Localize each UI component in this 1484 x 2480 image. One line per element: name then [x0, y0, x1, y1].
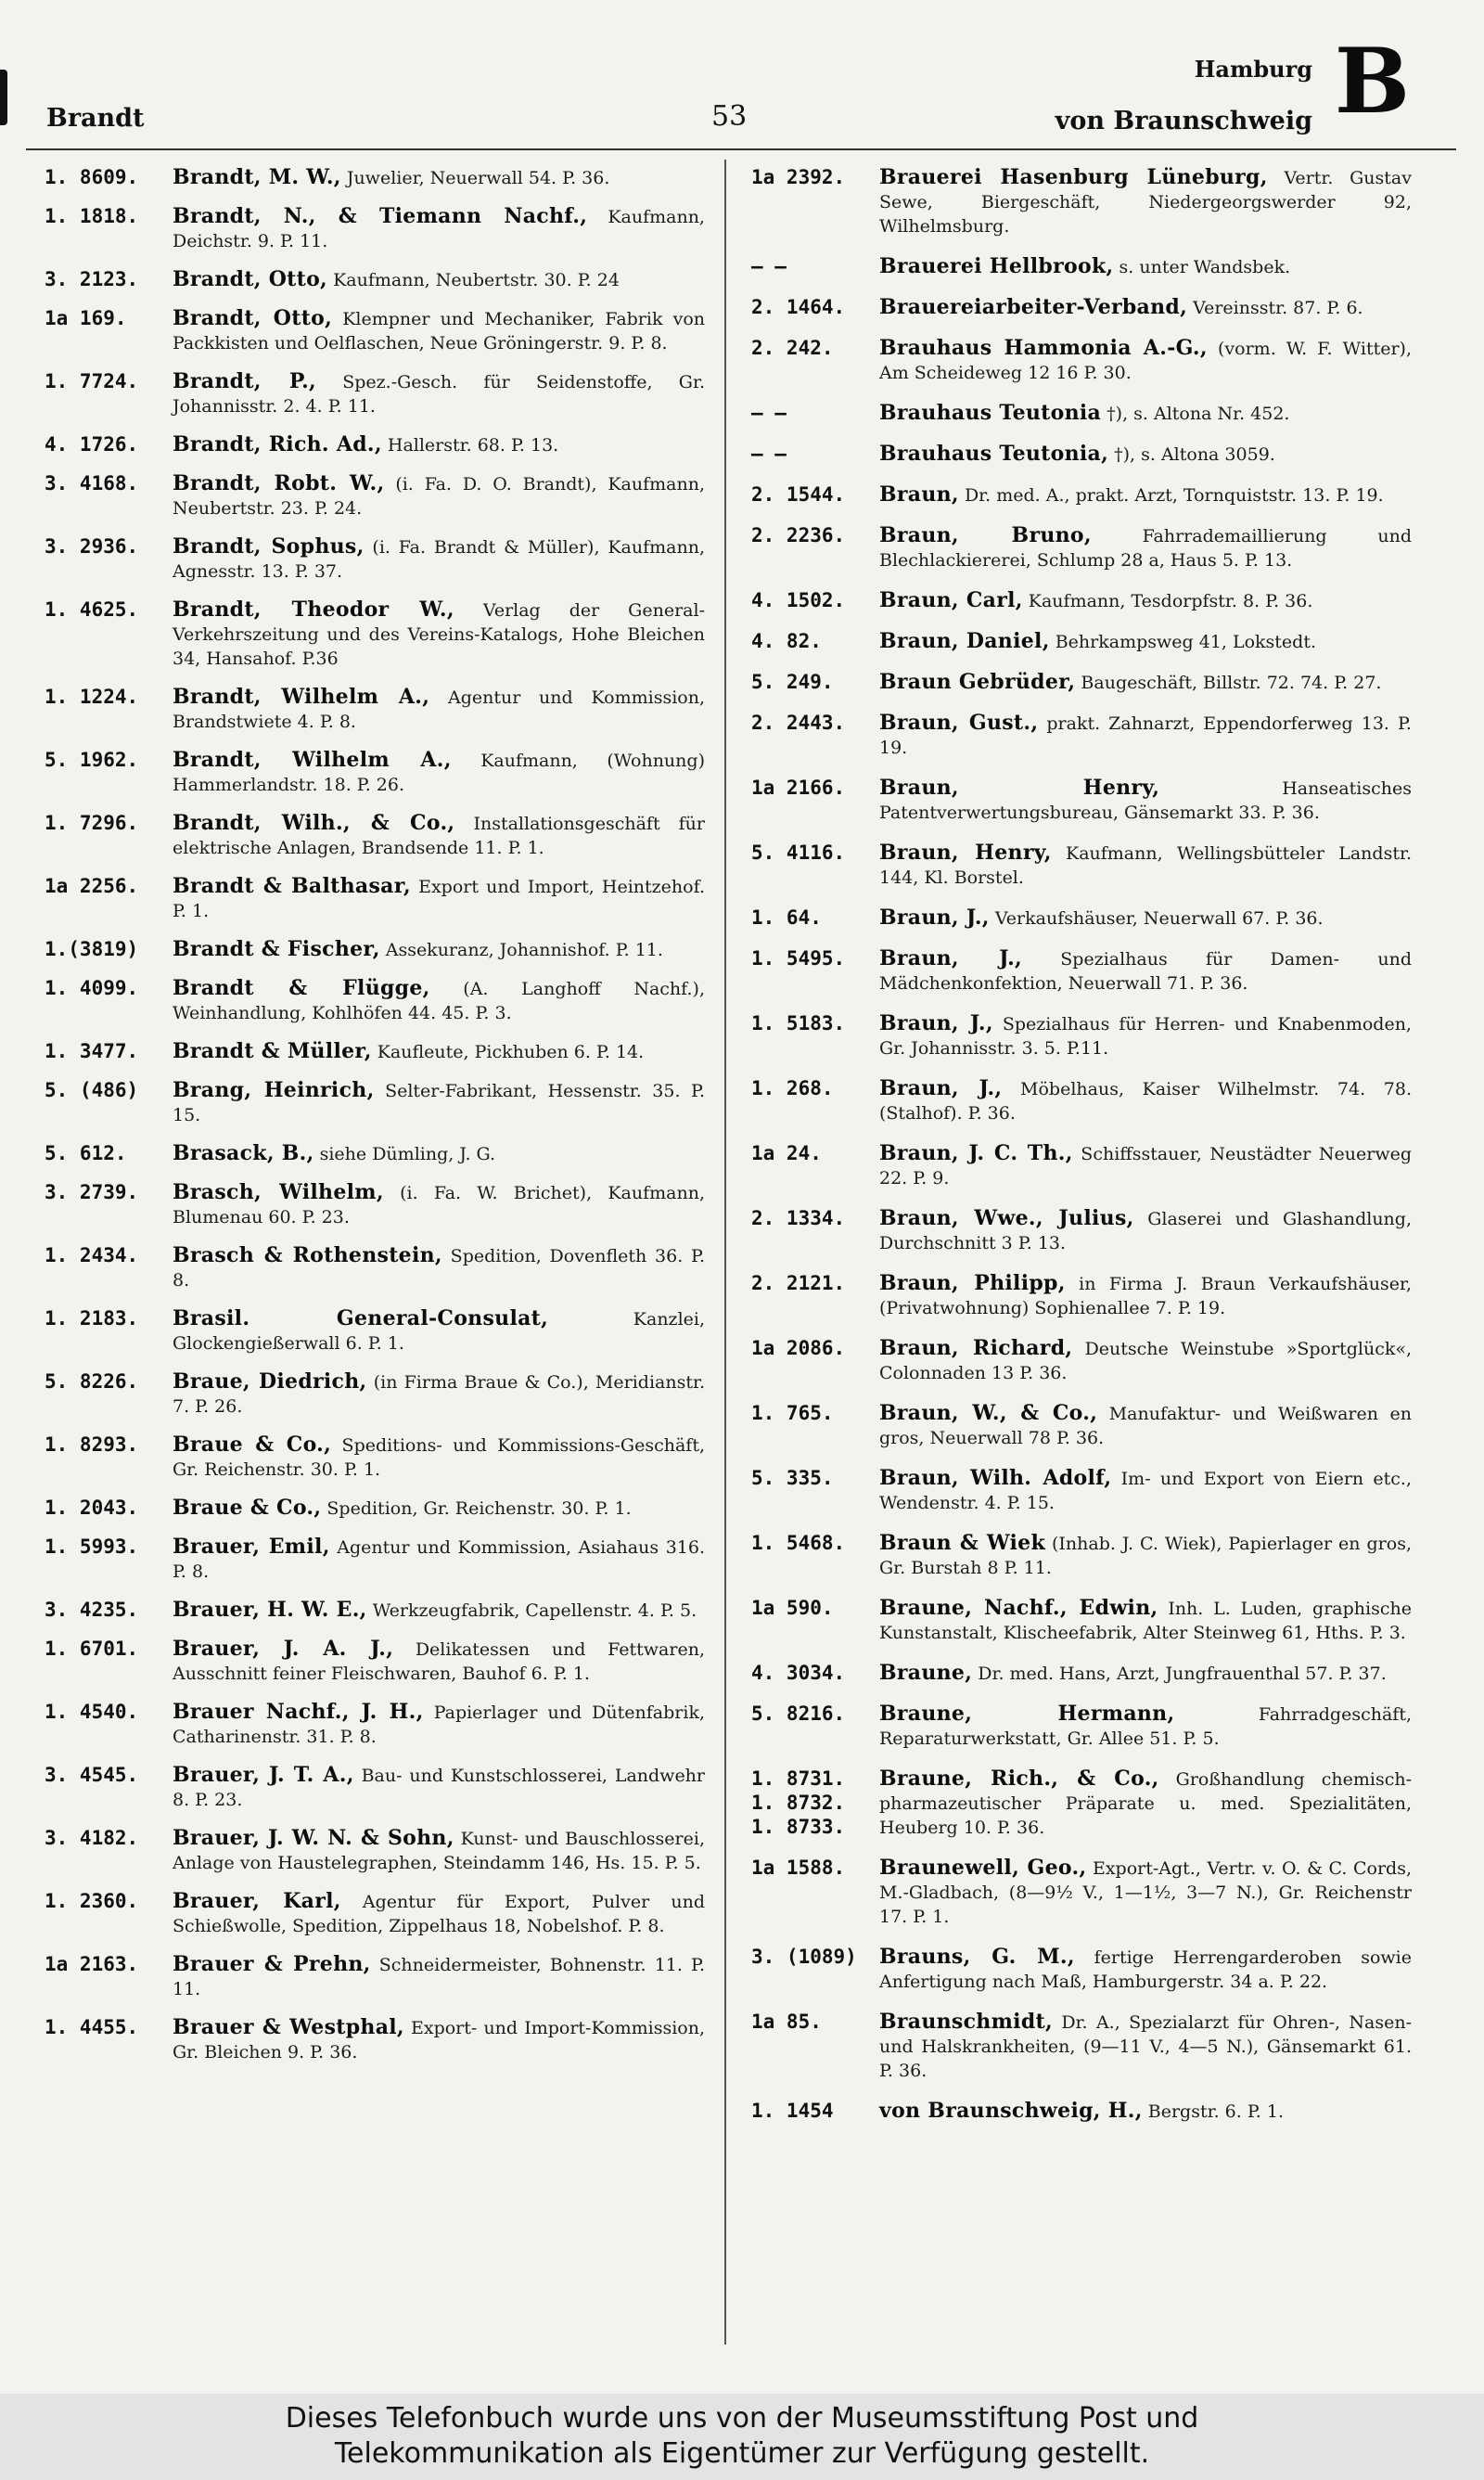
- directory-entry: [751, 295, 1412, 320]
- subscriber-details: Im- und Export von Eiern etc., Wendenstr. 4. P. 15.: [879, 1469, 1413, 1513]
- directory-entry: [751, 841, 1412, 890]
- subscriber-details: Dr. med. Hans, Arzt, Jungfrauenthal 57. P. 37.: [978, 1664, 1387, 1684]
- phone-number: 1a 24.: [751, 1142, 822, 1164]
- subscriber-details: (in Firma Braue & Co.), Meridianstr. 7. P. 26.: [173, 1372, 705, 1417]
- subscriber-details: Selter-Fabrikant, Hessenstr. 35. P. 15.: [173, 1081, 705, 1125]
- subscriber-name: Braun, W., & Co.,: [879, 1401, 1098, 1425]
- directory-entry: [45, 1369, 705, 1419]
- phone-number: 3. 4545.: [45, 1764, 139, 1786]
- running-head-left: Brandt: [46, 104, 145, 133]
- subscriber-details: Spedition, Gr. Reichenstr. 30. P. 1.: [326, 1498, 632, 1519]
- subscriber-name: Braun, Gust.,: [879, 711, 1039, 735]
- phone-number: 2. 2121.: [751, 1272, 846, 1294]
- phone-number: 5. 8226.: [45, 1370, 139, 1393]
- phone-number: 4. 1726.: [45, 433, 139, 456]
- phone-number: 1a 2166.: [751, 777, 846, 799]
- phone-number: 5. 8216.: [751, 1703, 846, 1725]
- subscriber-details: Agentur und Kommission, Brandstwiete 4. P. 8.: [173, 687, 705, 732]
- phone-number: 1. 6701.: [45, 1638, 139, 1660]
- directory-entry: [45, 598, 705, 671]
- directory-entry: [751, 1271, 1412, 1320]
- footer-line-2: Telekommunikation als Eigentümer zur Verfügung gestellt.: [334, 2437, 1150, 2470]
- phone-number: 4. 1502.: [751, 589, 846, 611]
- subscriber-details: Delikatessen und Fettwaren, Ausschnitt feiner Fleischwaren, Bauhof 6. P. 1.: [173, 1639, 705, 1684]
- subscriber-name: Brauer Nachf., J. H.,: [173, 1700, 424, 1724]
- subscriber-details: Export- und Import-Kommission, Gr. Bleichen 9. P. 36.: [173, 2018, 705, 2062]
- subscriber-details: (i. Fa. W. Brichet), Kaufmann, Blumenau 60. P. 23.: [173, 1183, 705, 1227]
- phone-number: 1. 8293.: [45, 1433, 139, 1456]
- directory-entry: [751, 1945, 1412, 1994]
- phone-number: 1a 1588.: [751, 1857, 846, 1879]
- subscriber-name: Brasack, B.,: [173, 1141, 314, 1165]
- subscriber-name: Brauns, G. M.,: [879, 1945, 1075, 1969]
- phone-number: 1. 2183.: [45, 1307, 139, 1330]
- subscriber-details: Schneidermeister, Bohnenstr. 11. P. 11.: [173, 1955, 706, 1999]
- subscriber-name: Braun, Carl,: [879, 588, 1023, 612]
- subscriber-details: siehe Dümling, J. G.: [319, 1144, 496, 1164]
- subscriber-details: in Firma J. Braun Verkaufshäuser, (Privatwohnung) Sophienallee 7. P. 19.: [879, 1274, 1412, 1318]
- subscriber-details: Baugeschäft, Billstr. 72. 74. P. 27.: [1081, 673, 1382, 693]
- directory-entry: [45, 1598, 705, 1623]
- subscriber-name: Braun, Richard,: [879, 1336, 1073, 1360]
- subscriber-name: Braun, Bruno,: [879, 523, 1092, 547]
- subscriber-name: Brasch & Rothenstein,: [173, 1243, 442, 1267]
- subscriber-details: Fahrrademaillierung und Blechlackiererei, Schlump 28 a, Haus 5. P. 13.: [879, 526, 1412, 571]
- subscriber-name: Braun, Wwe., Julius,: [879, 1206, 1134, 1230]
- subscriber-details: Inh. L. Luden, graphische Kunstanstalt, Klischeefabrik, Alter Steinweg 61, Hths. P. 3.: [879, 1599, 1412, 1643]
- directory-entry: [751, 1401, 1412, 1450]
- subscriber-details: †), s. Altona 3059.: [1114, 444, 1275, 465]
- phone-number: — —: [751, 402, 787, 424]
- subscriber-details: Juwelier, Neuerwall 54. P. 36.: [346, 168, 610, 188]
- directory-entry: [751, 946, 1412, 996]
- directory-entry: [751, 442, 1412, 467]
- phone-number: 3. 2123.: [45, 268, 139, 290]
- phone-number: 1. 64.: [751, 906, 822, 929]
- subscriber-name: Braune, Rich., & Co.,: [879, 1767, 1159, 1791]
- subscriber-name: Brandt, M. W.,: [173, 165, 341, 189]
- phone-number: 1. 2043.: [45, 1497, 139, 1519]
- subscriber-details: Bau- und Kunstschlosserei, Landwehr 8. P. 23.: [173, 1766, 706, 1810]
- subscriber-name: Braue & Co.,: [173, 1496, 322, 1520]
- subscriber-details: Kaufmann, Tesdorpfstr. 8. P. 36.: [1028, 591, 1313, 611]
- directory-entry: [751, 1661, 1412, 1686]
- subscriber-details: Kunst- und Bauschlosserei, Anlage von Haustelegraphen, Steindamm 146, Hs. 15. P. 5.: [173, 1829, 705, 1873]
- subscriber-details: Vereinsstr. 87. P. 6.: [1193, 298, 1363, 318]
- running-head-right: von Braunschweig: [1055, 107, 1312, 135]
- directory-entry: [751, 1466, 1412, 1515]
- phone-number: 1. 8731. 1. 8732. 1. 8733.: [751, 1767, 846, 1838]
- header-rule: [26, 148, 1456, 150]
- directory-entry: [45, 1243, 705, 1292]
- subscriber-name: Brandt, Wilh., & Co.,: [173, 811, 455, 835]
- subscriber-name: Braue & Co.,: [173, 1433, 332, 1457]
- directory-entry: [751, 165, 1412, 238]
- subscriber-details: Verkaufshäuser, Neuerwall 67. P. 36.: [994, 908, 1324, 929]
- subscriber-details: (i. Fa. Brandt & Müller), Kaufmann, Agnesstr. 13. P. 37.: [173, 537, 705, 582]
- footer-line-1: Dieses Telefonbuch wurde uns von der Museumsstiftung Post und: [285, 2402, 1199, 2435]
- subscriber-name: Braun, Philipp,: [879, 1271, 1066, 1295]
- phone-number: 3. 4182.: [45, 1827, 139, 1849]
- subscriber-details: Kaufmann, (Wohnung) Hammerlandstr. 18. P. 26.: [173, 751, 705, 795]
- subscriber-details: fertige Herrengarderoben sowie Anfertigung nach Maß, Hamburgerstr. 34 a. P. 22.: [879, 1947, 1413, 1992]
- directory-entry: [45, 1826, 705, 1875]
- subscriber-name: Brauhaus Teutonia,: [879, 442, 1109, 466]
- directory-entry: [751, 254, 1412, 279]
- phone-number: 3. 4235.: [45, 1599, 139, 1621]
- subscriber-details: Hallerstr. 68. P. 13.: [387, 435, 559, 456]
- subscriber-details: Installationsgeschäft für elektrische Anlagen, Brandsende 11. P. 1.: [173, 814, 706, 858]
- directory-entry: [751, 588, 1412, 613]
- subscriber-details: Vertr. Gustav Sewe, Biergeschäft, Niedergeorgswerder 92, Wilhelmsburg.: [879, 168, 1412, 237]
- directory-entry: [751, 629, 1412, 654]
- subscriber-name: Brandt, Otto,: [173, 306, 333, 330]
- directory-entry: [45, 1637, 705, 1686]
- directory-entry: [45, 1039, 705, 1064]
- directory-entry: [45, 1180, 705, 1229]
- subscriber-name: Brandt, Otto,: [173, 267, 328, 291]
- subscriber-details: Verlag der General-Verkehrszeitung und des Vereins-Katalogs, Hohe Bleichen 34, Hansahof. P.36: [173, 600, 705, 669]
- subscriber-name: Braunewell, Geo.,: [879, 1856, 1087, 1880]
- right-column: [751, 165, 1412, 2139]
- subscriber-name: Brandt, Wilhelm A.,: [173, 748, 452, 772]
- directory-entry: [751, 1336, 1412, 1385]
- directory-entry: [45, 811, 705, 860]
- phone-number: 1. 5468.: [751, 1532, 846, 1554]
- directory-entry: [751, 2099, 1412, 2124]
- subscriber-details: Kaufmann, Neubertstr. 30. P. 24: [333, 270, 620, 290]
- directory-entry: [45, 1952, 705, 2001]
- directory-entry: [45, 369, 705, 418]
- directory-entry: [751, 776, 1412, 825]
- phone-number: 1. 1224.: [45, 686, 139, 708]
- subscriber-name: Brandt, Theodor W.,: [173, 598, 454, 622]
- subscriber-details: Behrkampsweg 41, Lokstedt.: [1055, 632, 1317, 652]
- phone-number: 1. 5183.: [751, 1012, 846, 1034]
- subscriber-name: Braun Gebrüder,: [879, 670, 1076, 694]
- phone-number: 2. 1464.: [751, 296, 846, 318]
- archive-footer: [0, 2394, 1484, 2480]
- directory-entry: [45, 165, 705, 190]
- subscriber-details: Agentur für Export, Pulver und Schießwolle, Spedition, Zippelhaus 18, Nobelshof. P. 8.: [173, 1892, 705, 1936]
- subscriber-name: von Braunschweig, H.,: [879, 2099, 1143, 2123]
- subscriber-details: Spezialhaus für Herren- und Knabenmoden, Gr. Johannisstr. 3. 5. P.11.: [879, 1014, 1412, 1059]
- subscriber-details: Manufaktur- und Weißwaren en gros, Neuerwall 78 P. 36.: [879, 1404, 1412, 1448]
- subscriber-details: Möbelhaus, Kaiser Wilhelmstr. 74. 78. (Stalhof). P. 36.: [879, 1079, 1412, 1124]
- subscriber-details: Kaufmann, Wellingsbütteler Landstr. 144, Kl. Borstel.: [879, 843, 1412, 888]
- directory-entry: [45, 748, 705, 797]
- phone-number: 1. 4540.: [45, 1701, 139, 1723]
- subscriber-name: Brang, Heinrich,: [173, 1078, 375, 1102]
- subscriber-details: Bergstr. 6. P. 1.: [1147, 2101, 1284, 2122]
- phone-number: 5. 249.: [751, 671, 834, 693]
- left-column: [45, 165, 705, 2078]
- directory-entry: [751, 1596, 1412, 1645]
- subscriber-name: Braun, Henry,: [879, 776, 1160, 800]
- page-number: 53: [711, 100, 748, 133]
- directory-entry: [45, 1535, 705, 1584]
- directory-entry: [751, 1702, 1412, 1751]
- phone-number: 4. 82.: [751, 630, 822, 652]
- directory-entry: [45, 1433, 705, 1482]
- subscriber-name: Brauer & Prehn,: [173, 1952, 371, 1976]
- subscriber-details: prakt. Zahnarzt, Eppendorferweg 13. P. 19.: [879, 713, 1412, 758]
- subscriber-name: Brandt, Wilhelm A.,: [173, 685, 430, 709]
- subscriber-name: Brandt, N., & Tiemann Nachf.,: [173, 204, 588, 228]
- phone-number: 1. 268.: [751, 1077, 834, 1099]
- directory-entry: [45, 534, 705, 584]
- subscriber-details: (Inhab. J. C. Wiek), Papierlager en gros, Gr. Burstah 8 P. 11.: [879, 1534, 1412, 1578]
- section-letter: B: [1334, 29, 1410, 134]
- phone-number: 3. (1089): [751, 1946, 857, 1968]
- subscriber-details: Assekuranz, Johannishof. P. 11.: [385, 940, 663, 960]
- directory-entry: [751, 670, 1412, 695]
- directory-entry: [751, 711, 1412, 760]
- subscriber-name: Brandt & Müller,: [173, 1039, 372, 1063]
- subscriber-name: Braun, Henry,: [879, 841, 1052, 865]
- directory-entry: [45, 937, 705, 962]
- subscriber-details: Spez.-Gesch. für Seidenstoffe, Gr. Johannisstr. 2. 4. P. 11.: [173, 372, 705, 417]
- subscriber-details: Spedition, Dovenfleth 36. P. 8.: [173, 1246, 705, 1291]
- phone-number: 1. 4455.: [45, 2016, 139, 2038]
- subscriber-name: Brandt, Sophus,: [173, 534, 365, 559]
- subscriber-name: Brauerei Hasenburg Lüneburg,: [879, 165, 1268, 189]
- subscriber-details: Schiffsstauer, Neustädter Neuerweg 22. P. 9.: [879, 1144, 1412, 1189]
- phone-number: 5. 1962.: [45, 749, 139, 771]
- phone-number: 1. 5495.: [751, 947, 846, 970]
- subscriber-details: Spezialhaus für Damen- und Mädchenkonfektion, Neuerwall 71. P. 36.: [879, 949, 1412, 994]
- subscriber-name: Brauereiarbeiter-Verband,: [879, 295, 1188, 319]
- subscriber-details: Deutsche Weinstube »Sportglück«, Colonnaden 13 P. 36.: [879, 1339, 1413, 1383]
- subscriber-details: Klempner und Mechaniker, Fabrik von Packkisten und Oelflaschen, Neue Gröningerstr. 9. P. 8.: [173, 309, 705, 353]
- subscriber-name: Braune, Hermann,: [879, 1702, 1175, 1726]
- subscriber-details: (vorm. W. F. Witter), Am Scheideweg 12 16 P. 30.: [879, 339, 1412, 383]
- subscriber-details: Agentur und Kommission, Asiahaus 316. P. 8.: [173, 1537, 706, 1582]
- subscriber-details: Export-Agt., Vertr. v. O. & C. Cords, M.-Gladbach, (8—9½ V., 1—1½, 3—7 N.), Gr. Reichenstr 17. P. 1.: [879, 1858, 1413, 1927]
- directory-entry: [751, 1141, 1412, 1190]
- phone-number: — —: [751, 443, 787, 465]
- running-head-city: Hamburg: [1194, 56, 1312, 83]
- directory-entry: [751, 1206, 1412, 1255]
- subscriber-name: Brauer, Karl,: [173, 1889, 341, 1913]
- phone-number: 1. 765.: [751, 1402, 834, 1424]
- phone-number: — —: [751, 255, 787, 277]
- directory-entry: [45, 1763, 705, 1812]
- phone-number: 1. 2434.: [45, 1244, 139, 1266]
- phone-number: 1a 85.: [751, 2011, 822, 2033]
- subscriber-name: Braun, Daniel,: [879, 629, 1050, 653]
- directory-entry: [45, 685, 705, 734]
- subscriber-details: Hanseatisches Patentverwertungsbureau, Gänsemarkt 33. P. 36.: [879, 778, 1413, 823]
- directory-entry: [45, 1889, 705, 1938]
- directory-entry: [751, 1856, 1412, 1929]
- directory-entry: [751, 906, 1412, 931]
- subscriber-details: Kaufleute, Pickhuben 6. P. 14.: [377, 1042, 645, 1062]
- subscriber-name: Braune, Nachf., Edwin,: [879, 1596, 1158, 1620]
- phone-number: 5. 612.: [45, 1142, 127, 1164]
- phone-number: 3. 2739.: [45, 1181, 139, 1203]
- phone-number: 1.(3819): [45, 938, 139, 960]
- phone-number: 2. 2236.: [751, 524, 846, 546]
- subscriber-name: Brauer, J. T. A.,: [173, 1763, 354, 1787]
- subscriber-name: Brandt & Balthasar,: [173, 874, 411, 898]
- subscriber-name: Brandt, Rich. Ad.,: [173, 432, 382, 456]
- phone-number: 1. 1454: [751, 2100, 834, 2122]
- phone-number: 1. 4625.: [45, 598, 139, 621]
- directory-entry: [751, 1011, 1412, 1060]
- phone-number: 3. 4168.: [45, 472, 139, 495]
- phone-number: 1a 2392.: [751, 166, 846, 188]
- directory-entry: [751, 1767, 1412, 1840]
- subscriber-details: Großhandlung chemisch-pharmazeutischer Präparate u. med. Spezialitäten, Heuberg 10. P. 36.: [879, 1769, 1412, 1838]
- subscriber-name: Braun, Wilh. Adolf,: [879, 1466, 1112, 1490]
- subscriber-name: Braun, J. C. Th.,: [879, 1141, 1073, 1165]
- directory-entry: [751, 1531, 1412, 1580]
- directory-entry: [751, 482, 1412, 508]
- subscriber-details: Kaufmann, Deichstr. 9. P. 11.: [173, 207, 705, 251]
- directory-entry: [45, 1141, 705, 1166]
- directory-entry: [45, 306, 705, 355]
- directory-entry: [45, 1700, 705, 1749]
- subscriber-name: Brandt & Fischer,: [173, 937, 380, 961]
- subscriber-details: (A. Langhoff Nachf.), Weinhandlung, Kohlhöfen 44. 45. P. 3.: [173, 979, 706, 1023]
- subscriber-name: Braue, Diedrich,: [173, 1369, 367, 1394]
- directory-entry: [45, 1496, 705, 1521]
- phone-number: 5. (486): [45, 1079, 139, 1101]
- phone-number: 2. 242.: [751, 337, 834, 359]
- phone-number: 1. 7296.: [45, 812, 139, 834]
- phone-number: 2. 2443.: [751, 712, 846, 734]
- phone-number: 1. 7724.: [45, 370, 139, 392]
- directory-entry: [45, 874, 705, 923]
- directory-entry: [45, 471, 705, 520]
- subscriber-details: Speditions- und Kommissions-Geschäft, Gr. Reichenstr. 30. P. 1.: [173, 1435, 705, 1480]
- subscriber-name: Braun, J.,: [879, 1076, 1003, 1100]
- subscriber-details: Werkzeugfabrik, Capellenstr. 4. P. 5.: [372, 1600, 697, 1621]
- subscriber-name: Braun, J.,: [879, 946, 1022, 970]
- phone-number: 5. 4116.: [751, 842, 846, 864]
- subscriber-name: Brauer, J. W. N. & Sohn,: [173, 1826, 454, 1850]
- subscriber-name: Brauhaus Teutonia: [879, 401, 1102, 425]
- subscriber-name: Brauer, J. A. J.,: [173, 1637, 394, 1661]
- phone-number: 2. 1544.: [751, 483, 846, 506]
- directory-entry: [45, 432, 705, 457]
- page-edge-mark: [0, 70, 7, 125]
- subscriber-name: Brauer, H. W. E.,: [173, 1598, 367, 1622]
- subscriber-name: Braune,: [879, 1661, 973, 1685]
- subscriber-details: †), s. Altona Nr. 452.: [1107, 404, 1290, 424]
- phone-number: 1a 169.: [45, 307, 127, 329]
- subscriber-name: Brauerei Hellbrook,: [879, 254, 1114, 278]
- subscriber-details: s. unter Wandsbek.: [1119, 257, 1291, 277]
- subscriber-name: Brasil. General-Consulat,: [173, 1306, 549, 1330]
- subscriber-name: Braun, J.,: [879, 906, 990, 930]
- subscriber-name: Braun & Wiek: [879, 1531, 1045, 1555]
- subscriber-name: Braun, J.,: [879, 1011, 993, 1035]
- subscriber-details: Dr. med. A., prakt. Arzt, Tornquiststr. 13. P. 19.: [964, 485, 1384, 506]
- subscriber-details: Fahrradgeschäft, Reparaturwerkstatt, Gr. Allee 51. P. 5.: [879, 1704, 1412, 1749]
- subscriber-name: Braunschmidt,: [879, 2010, 1053, 2034]
- phone-number: 2. 1334.: [751, 1207, 846, 1229]
- directory-entry: [751, 2010, 1412, 2083]
- subscriber-name: Brauer, Emil,: [173, 1535, 330, 1559]
- phone-number: 3. 2936.: [45, 535, 139, 558]
- directory-entry: [45, 976, 705, 1025]
- subscriber-name: Brauhaus Hammonia A.-G.,: [879, 336, 1208, 360]
- subscriber-details: Papierlager und Dütenfabrik, Catharinenstr. 31. P. 8.: [173, 1703, 705, 1747]
- directory-entry: [751, 336, 1412, 385]
- phone-number: 4. 3034.: [751, 1662, 846, 1684]
- phone-number: 1. 4099.: [45, 977, 139, 999]
- phone-number: 1a 2086.: [751, 1337, 846, 1359]
- directory-entry: [751, 523, 1412, 572]
- phone-number: 5. 335.: [751, 1467, 834, 1489]
- subscriber-details: Glaserei und Glashandlung, Durchschnitt 3 P. 13.: [879, 1209, 1413, 1253]
- subscriber-name: Brandt & Flügge,: [173, 976, 430, 1000]
- column-divider: [724, 160, 726, 2345]
- subscriber-details: (i. Fa. D. O. Brandt), Kaufmann, Neubertstr. 23. P. 24.: [173, 474, 705, 519]
- subscriber-name: Braun,: [879, 482, 959, 507]
- subscriber-name: Brasch, Wilhelm,: [173, 1180, 384, 1204]
- phone-number: 1a 2163.: [45, 1953, 139, 1975]
- directory-entry: [751, 1076, 1412, 1125]
- directory-entry: [45, 2015, 705, 2064]
- phone-number: 1. 1818.: [45, 205, 139, 227]
- phone-number: 1. 3477.: [45, 1040, 139, 1062]
- phone-number: 1a 2256.: [45, 875, 139, 897]
- phone-number: 1. 2360.: [45, 1890, 139, 1912]
- phone-number: 1a 590.: [751, 1597, 834, 1619]
- directory-entry: [45, 1078, 705, 1127]
- subscriber-name: Brandt, P.,: [173, 369, 316, 393]
- phone-number: 1. 8609.: [45, 166, 139, 188]
- directory-entry: [45, 267, 705, 292]
- directory-entry: [751, 401, 1412, 426]
- subscriber-details: Dr. A., Spezialarzt für Ohren-, Nasen- und Halskrankheiten, (9—11 V., 4—5 N.), Gänsemarkt 61. P. 36.: [879, 2012, 1412, 2081]
- phone-number: 1. 5993.: [45, 1536, 139, 1558]
- subscriber-details: Export und Import, Heintzehof. P. 1.: [173, 877, 705, 921]
- directory-entry: [45, 204, 705, 253]
- subscriber-name: Brauer & Westphal,: [173, 2015, 404, 2039]
- subscriber-details: Kanzlei, Glockengießerwall 6. P. 1.: [173, 1309, 706, 1354]
- subscriber-name: Brandt, Robt. W.,: [173, 471, 385, 495]
- directory-entry: [45, 1306, 705, 1356]
